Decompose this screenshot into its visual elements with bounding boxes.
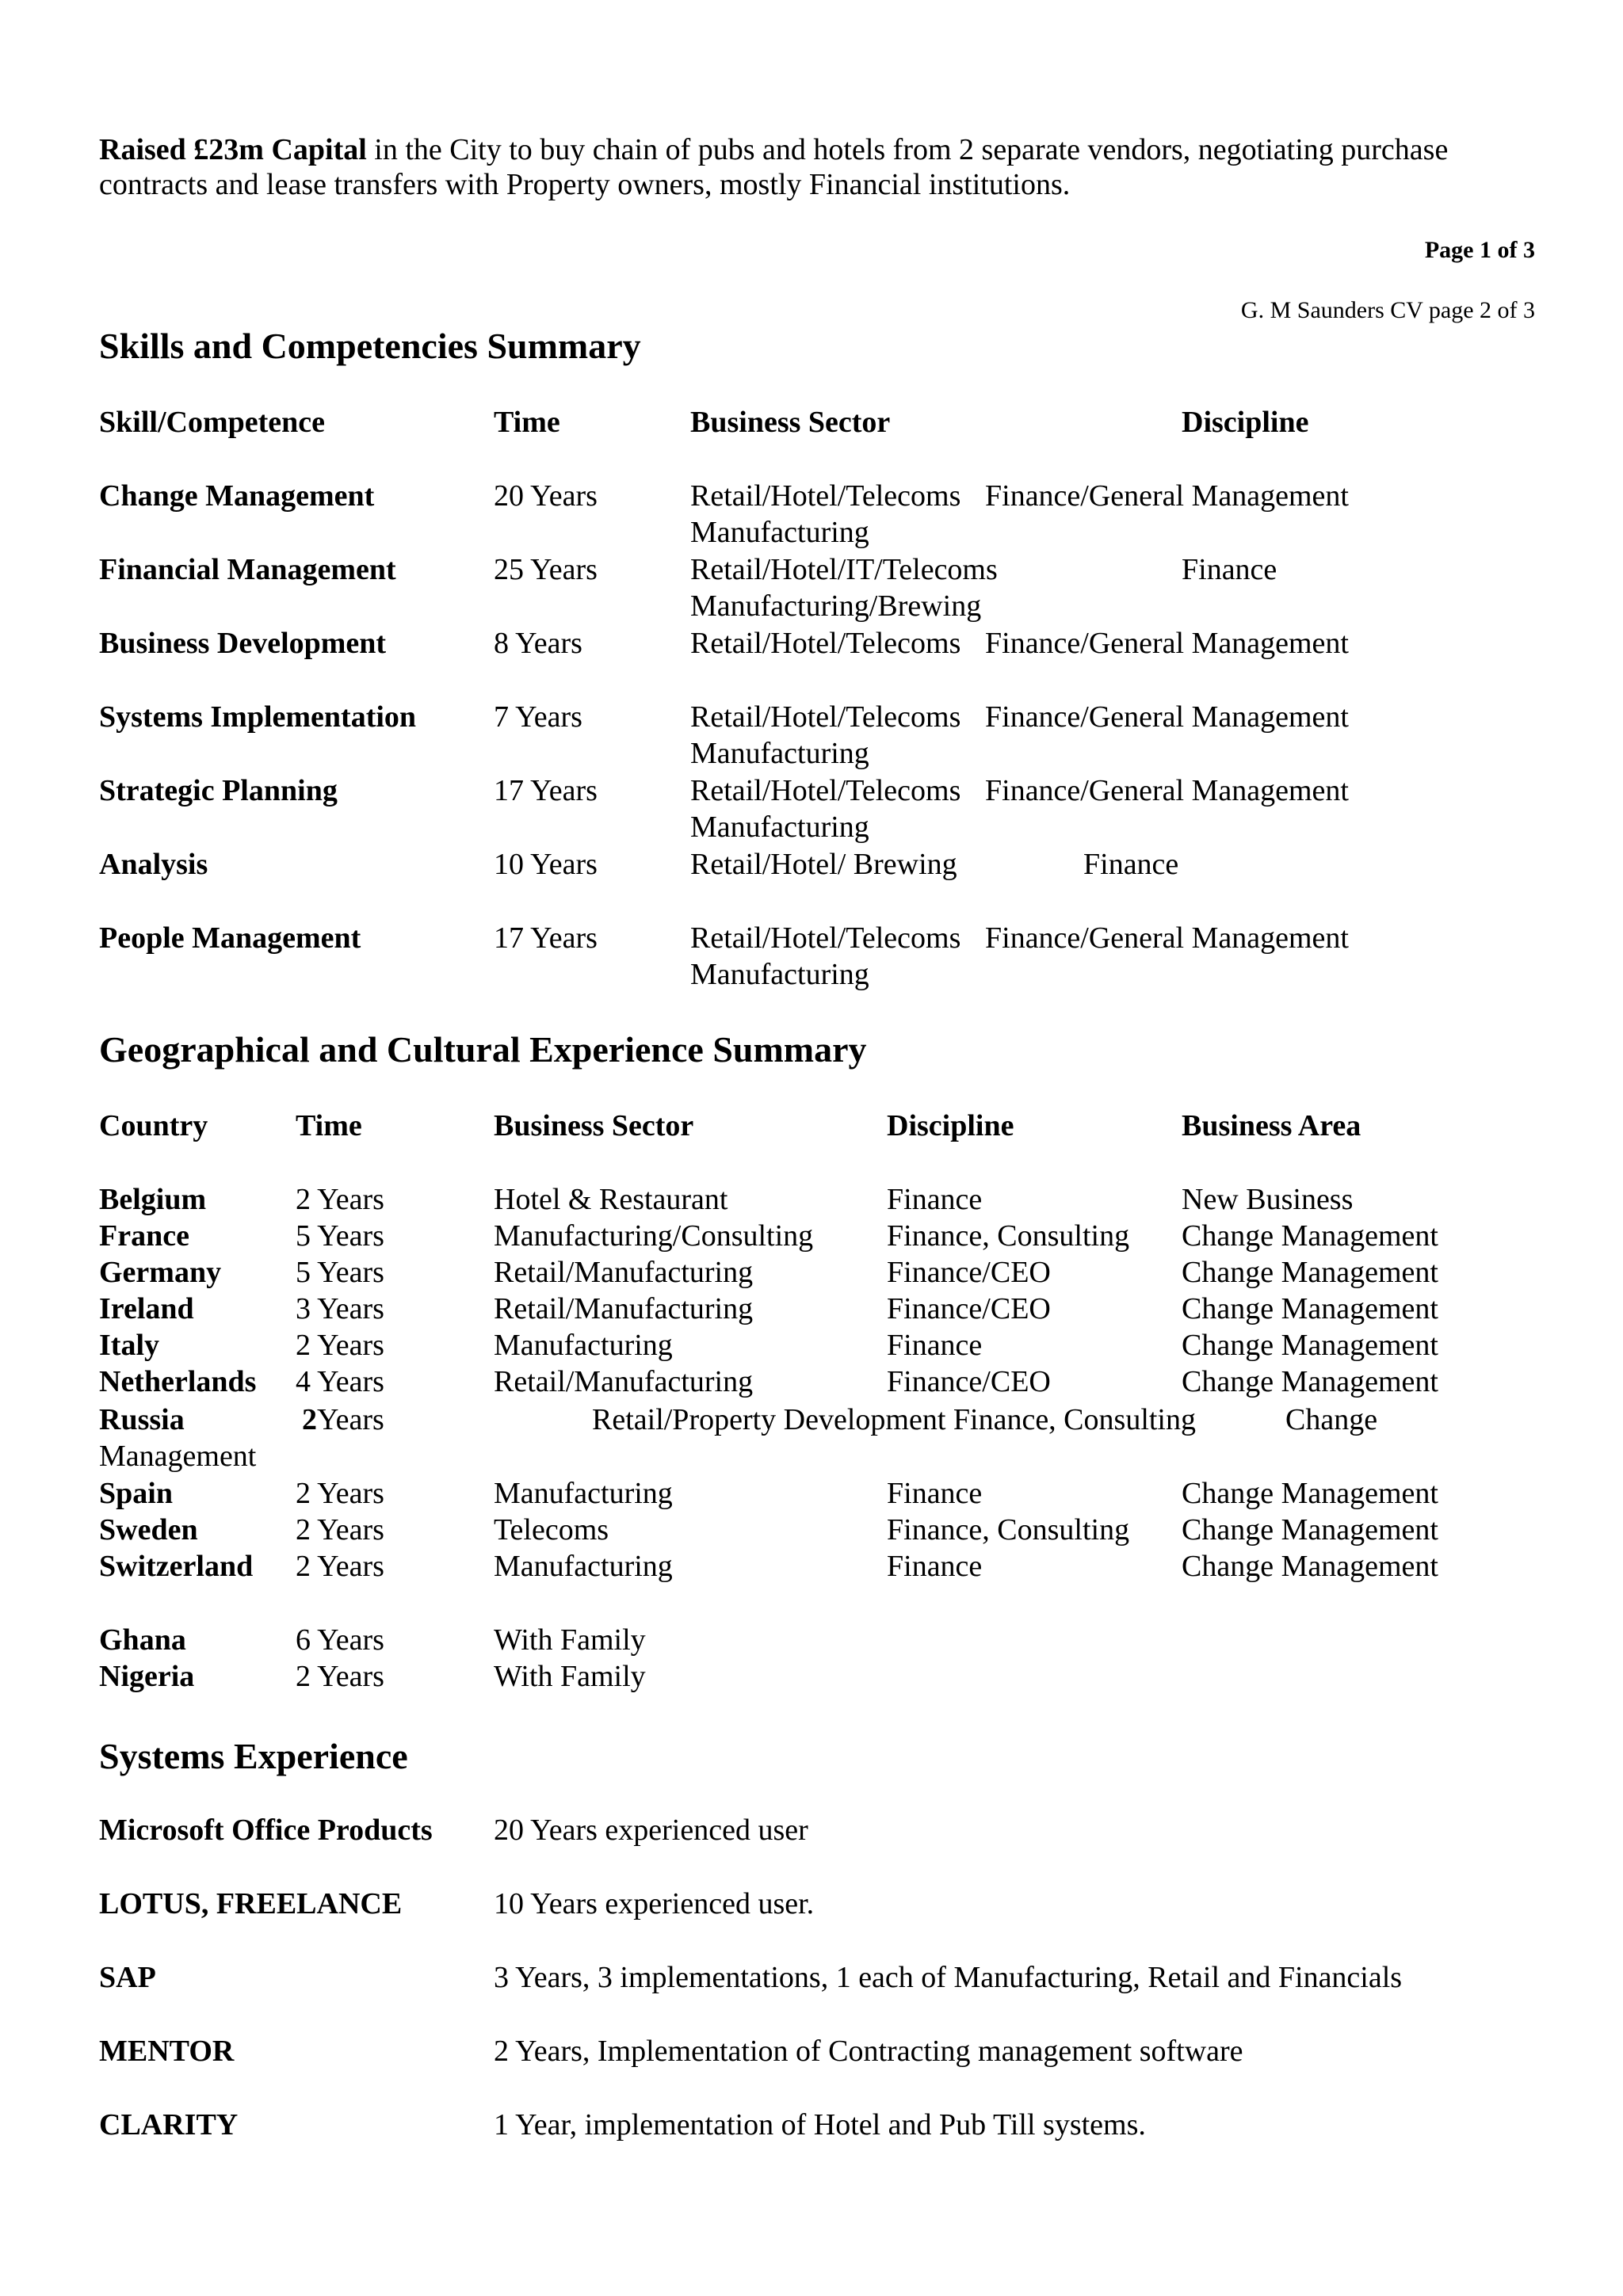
skill-sector-continued: Manufacturing (690, 516, 869, 549)
geo-header-country: Country (99, 1109, 208, 1142)
skills-header-sector: Business Sector (690, 406, 891, 439)
geo-time (302, 1402, 384, 1438)
skill-name: Analysis (99, 848, 208, 881)
skill-discipline: Finance (1083, 848, 1179, 881)
system-description: 20 Years experienced user (494, 1814, 808, 1847)
geo-sector: With Family (494, 1660, 646, 1693)
geo-time: 2 Years (296, 1477, 384, 1510)
skill-name: Business Development (99, 627, 387, 660)
geo-discipline: Finance (887, 1329, 983, 1362)
skill-discipline: Finance/General Management (985, 774, 1349, 807)
geo-sector: Manufacturing (494, 1550, 673, 1583)
geo-title: Geographical and Cultural Experience Summary (99, 1029, 867, 1070)
geo-country: Italy (99, 1329, 159, 1362)
geo-country: Ghana (99, 1623, 186, 1657)
geo-sector: Hotel & Restaurant (494, 1183, 728, 1216)
geo-discipline: Finance/CEO (887, 1292, 1051, 1325)
skill-sector: Retail/Hotel/Telecoms (690, 774, 961, 807)
geo-country: France (99, 1219, 189, 1253)
geo-area: Change Management (1182, 1550, 1438, 1583)
skill-name: Systems Implementation (99, 700, 417, 734)
geo-discipline: Finance, Consulting (887, 1513, 1130, 1547)
geo-area: Change Management (1182, 1365, 1438, 1398)
geo-country: Ireland (99, 1292, 194, 1325)
skills-header-skill: Skill/Competence (99, 406, 325, 439)
geo-sector: Manufacturing (494, 1329, 673, 1362)
geo-header-time: Time (296, 1109, 362, 1142)
page-number: Page 1 of 3 (1424, 237, 1535, 263)
skill-time: 17 Years (494, 774, 598, 807)
skill-name: Financial Management (99, 553, 396, 586)
geo-time: 4 Years (296, 1365, 384, 1398)
geo-time: 5 Years (296, 1219, 384, 1253)
geo-discipline: Finance (887, 1183, 983, 1216)
skill-sector-continued: Manufacturing (690, 810, 869, 844)
geo-time-number: 2 (302, 1403, 317, 1436)
skill-time: 7 Years (494, 700, 582, 734)
geo-area-wrap: Management (99, 1440, 257, 1473)
skill-sector: Retail/Hotel/IT/Telecoms (690, 553, 998, 586)
geo-country: Switzerland (99, 1550, 254, 1583)
skill-discipline: Finance/General Management (985, 479, 1349, 513)
skill-sector: Retail/Hotel/ Brewing (690, 848, 957, 881)
geo-sector: Manufacturing/Consulting (494, 1219, 814, 1253)
geo-country: Spain (99, 1477, 173, 1510)
geo-sector: Retail/Manufacturing (494, 1256, 754, 1289)
system-description: 3 Years, 3 implementations, 1 each of Manufacturing, Retail and Financials (494, 1961, 1403, 1994)
geo-header-area: Business Area (1182, 1109, 1361, 1142)
skill-name: Change Management (99, 479, 375, 513)
running-header: G. M Saunders CV page 2 of 3 (1240, 297, 1535, 323)
geo-time: 6 Years (296, 1623, 384, 1657)
system-description: 10 Years experienced user. (494, 1887, 815, 1920)
geo-discipline: Finance/CEO (887, 1256, 1051, 1289)
skills-header-time: Time (494, 406, 560, 439)
geo-header-discipline: Discipline (887, 1109, 1014, 1142)
skill-time: 25 Years (494, 553, 598, 586)
geo-area: Change Management (1182, 1477, 1438, 1510)
intro-bold: Raised £23m Capital (99, 133, 367, 166)
system-description: 2 Years, Implementation of Contracting management software (494, 2035, 1243, 2068)
skill-name: People Management (99, 921, 361, 955)
geo-country: Russia (99, 1403, 185, 1436)
skill-sector-continued: Manufacturing (690, 958, 869, 991)
geo-country: Sweden (99, 1513, 198, 1547)
skill-time: 20 Years (494, 479, 598, 513)
geo-sector: Retail/Manufacturing (494, 1292, 754, 1325)
geo-time: 2 Years (296, 1329, 384, 1362)
geo-area: Change Management (1182, 1219, 1438, 1253)
geo-time: 2 Years (296, 1513, 384, 1547)
system-name: SAP (99, 1961, 156, 1994)
intro-text: in the City to buy chain of pubs and hotels from 2 separate vendors, negotiating purchase (366, 133, 1449, 166)
system-name: CLARITY (99, 2108, 239, 2142)
skill-sector: Retail/Hotel/Telecoms (690, 479, 961, 513)
skill-name: Strategic Planning (99, 774, 338, 807)
geo-country: Belgium (99, 1183, 207, 1216)
geo-area: Change Management (1182, 1329, 1438, 1362)
geo-area: Change Management (1182, 1256, 1438, 1289)
skill-time: 8 Years (494, 627, 582, 660)
intro-line-2: contracts and lease transfers with Property owners, mostly Financial institutions. (99, 168, 1071, 201)
geo-sector: With Family (494, 1623, 646, 1657)
geo-area: New Business (1182, 1183, 1354, 1216)
geo-sector-discipline: Retail/Property Development Finance, Consulting (592, 1403, 1196, 1436)
skill-sector-continued: Manufacturing (690, 737, 869, 770)
systems-title: Systems Experience (99, 1736, 408, 1776)
geo-discipline: Finance (887, 1477, 983, 1510)
geo-time-unit: Years (317, 1403, 384, 1436)
skill-time: 17 Years (494, 921, 598, 955)
geo-time: 5 Years (296, 1256, 384, 1289)
geo-time: 2 Years (296, 1660, 384, 1693)
geo-country: Nigeria (99, 1660, 195, 1693)
skill-sector-continued: Manufacturing/Brewing (690, 589, 982, 623)
skill-discipline: Finance (1182, 553, 1277, 586)
geo-discipline: Finance (887, 1550, 983, 1583)
skill-sector: Retail/Hotel/Telecoms (690, 921, 961, 955)
skill-time: 10 Years (494, 848, 598, 881)
geo-time: 2 Years (296, 1550, 384, 1583)
skill-sector: Retail/Hotel/Telecoms (690, 627, 961, 660)
skills-header-discipline: Discipline (1182, 406, 1309, 439)
skill-discipline: Finance/General Management (985, 627, 1349, 660)
geo-area: Change Management (1182, 1292, 1438, 1325)
geo-time: 3 Years (296, 1292, 384, 1325)
geo-sector: Manufacturing (494, 1477, 673, 1510)
geo-country: Netherlands (99, 1365, 257, 1398)
system-name: LOTUS, FREELANCE (99, 1887, 403, 1920)
geo-time: 2 Years (296, 1183, 384, 1216)
skill-discipline: Finance/General Management (985, 700, 1349, 734)
geo-country: Germany (99, 1256, 222, 1289)
skill-discipline: Finance/General Management (985, 921, 1349, 955)
system-name: Microsoft Office Products (99, 1814, 433, 1847)
geo-area: Change Management (1182, 1513, 1438, 1547)
geo-discipline: Finance/CEO (887, 1365, 1051, 1398)
intro-line-1 (99, 132, 1448, 168)
geo-sector: Telecoms (494, 1513, 609, 1547)
geo-discipline: Finance, Consulting (887, 1219, 1130, 1253)
skill-sector: Retail/Hotel/Telecoms (690, 700, 961, 734)
geo-sector: Retail/Manufacturing (494, 1365, 754, 1398)
geo-area: Change (1285, 1403, 1378, 1436)
skills-title: Skills and Competencies Summary (99, 326, 641, 366)
system-name: MENTOR (99, 2035, 235, 2068)
system-description: 1 Year, implementation of Hotel and Pub Till systems. (494, 2108, 1146, 2142)
geo-header-sector: Business Sector (494, 1109, 694, 1142)
